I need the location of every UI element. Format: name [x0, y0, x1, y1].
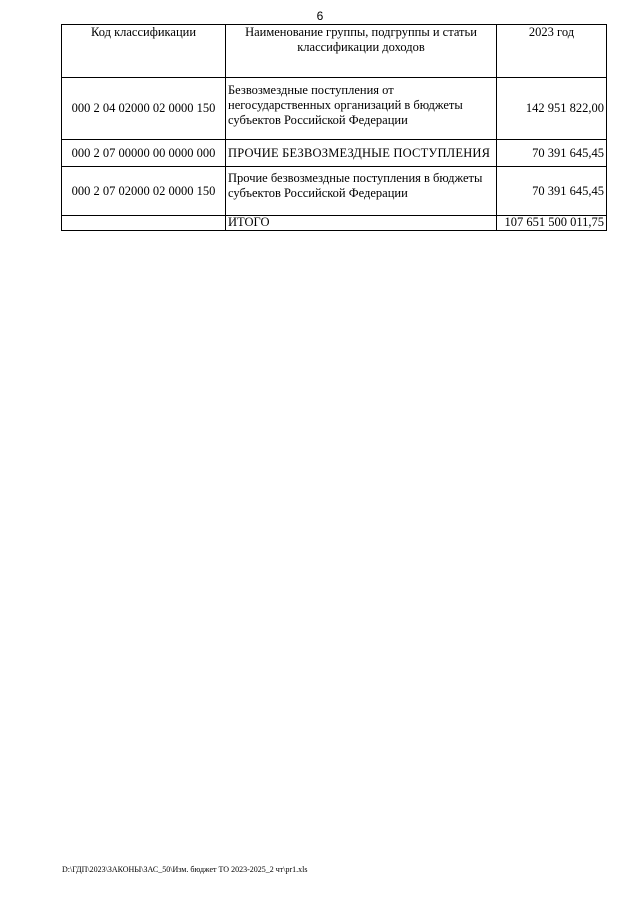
page-number: 6 — [316, 9, 324, 23]
row-name: Безвозмездные поступления от негосударственных организаций в бюджеты субъектов Российской Федерации — [226, 78, 497, 140]
row-name: ПРОЧИЕ БЕЗВОЗМЕЗДНЫЕ ПОСТУПЛЕНИЯ — [226, 140, 497, 167]
row-amount: 142 951 822,00 — [497, 78, 607, 140]
total-amount: 107 651 500 011,75 — [497, 216, 607, 231]
row-amount: 70 391 645,45 — [497, 140, 607, 167]
row-name: Прочие безвозмездные поступления в бюджеты субъектов Российской Федерации — [226, 167, 497, 216]
total-row — [62, 216, 607, 231]
total-label: ИТОГО — [226, 216, 497, 231]
row-code — [62, 216, 226, 231]
header-year: 2023 год — [497, 25, 607, 78]
table-header-row — [62, 25, 607, 78]
row-amount: 70 391 645,45 — [497, 167, 607, 216]
row-code: 000 2 04 02000 02 0000 150 — [62, 78, 226, 140]
file-path-footer: D:\ГДП\2023\ЗАКОНЫ\ЗАС_50\Изм. бюджет ТО 2023-2025_2 чт\pr1.xls — [62, 865, 308, 874]
header-name: Наименование группы, подгруппы и статьи классификации доходов — [226, 25, 497, 78]
table-row — [62, 140, 607, 167]
table-row — [62, 167, 607, 216]
header-code: Код классификации — [62, 25, 226, 78]
row-code: 000 2 07 00000 00 0000 000 — [62, 140, 226, 167]
table-row — [62, 78, 607, 140]
income-classification-table — [61, 24, 607, 231]
row-code: 000 2 07 02000 02 0000 150 — [62, 167, 226, 216]
